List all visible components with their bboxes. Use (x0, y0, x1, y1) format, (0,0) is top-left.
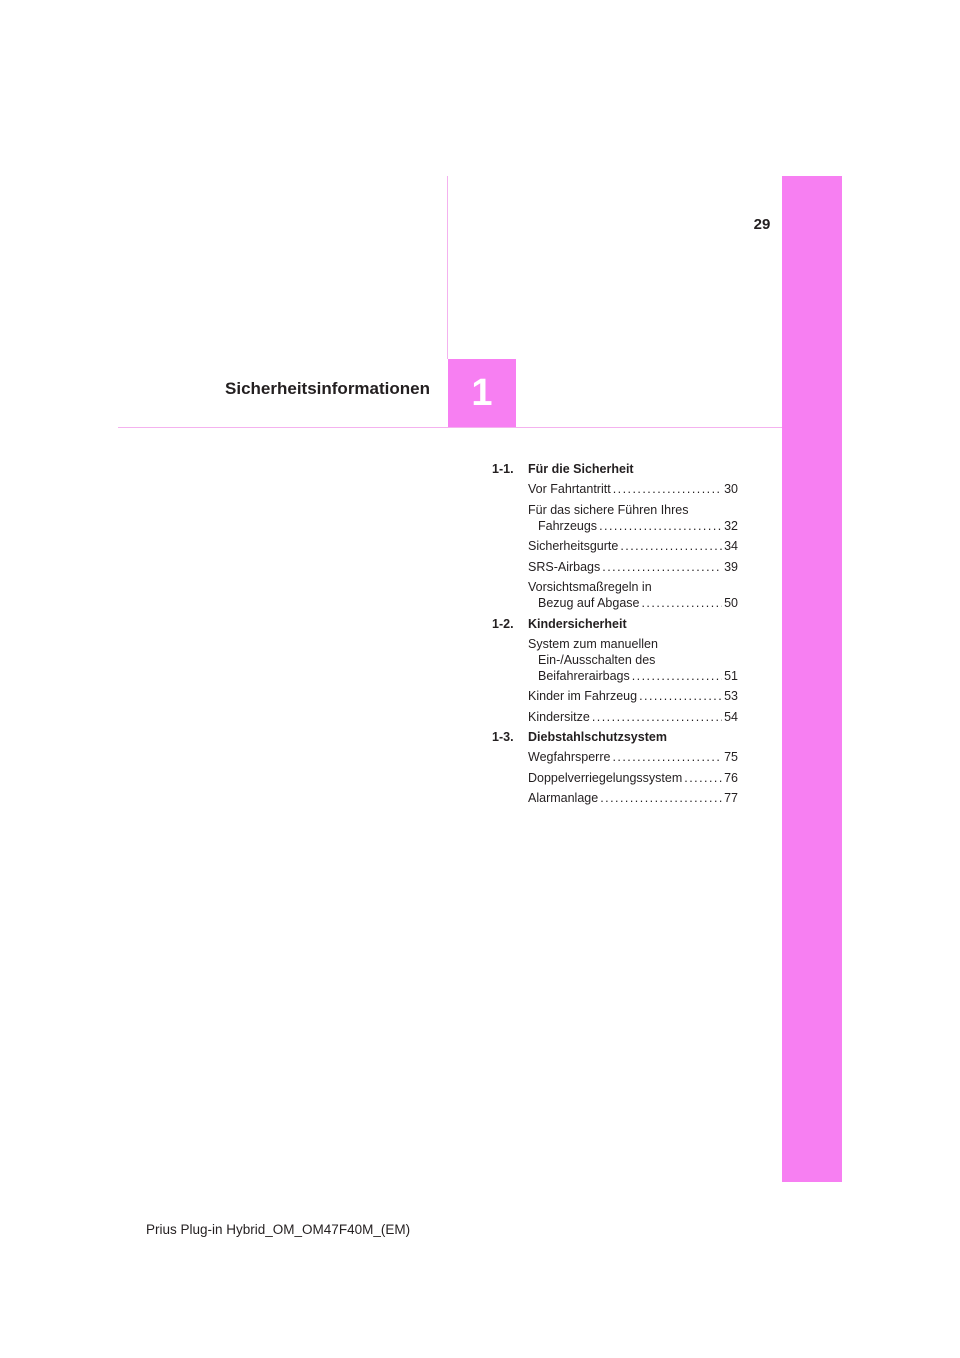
toc-entry-page: 76 (724, 770, 738, 785)
toc-dot-leader (641, 595, 722, 611)
toc-dot-leader (632, 668, 722, 684)
toc-entry-text: Doppelverriegelungssystem (528, 770, 683, 785)
toc-entry-page: 30 (724, 482, 738, 496)
toc-entry[interactable] (528, 579, 738, 611)
toc-entry-text: SRS-Airbags (528, 559, 601, 574)
toc-entry[interactable] (528, 709, 738, 725)
toc-dot-leader (620, 538, 722, 554)
chapter-side-tab (782, 176, 842, 1182)
toc-entry-page: 39 (724, 559, 738, 574)
page-number: 29 (753, 216, 771, 233)
toc-dot-leader (602, 559, 722, 575)
toc-dot-leader (592, 709, 722, 725)
toc-dot-leader (684, 770, 722, 786)
toc-entry-row (528, 749, 738, 765)
toc-entry[interactable] (528, 790, 738, 806)
toc-section-title: Für die Sicherheit (528, 462, 634, 476)
toc-section-number: 1-3. (492, 730, 514, 744)
toc-section (492, 729, 738, 806)
toc-entry-page: 50 (724, 596, 738, 610)
toc-entry-row (528, 688, 738, 704)
toc-entry-page: 34 (724, 539, 738, 553)
toc-section-title: Diebstahlschutzsystem (528, 730, 667, 744)
toc-entry-row (528, 790, 738, 806)
toc-entry-row (528, 668, 738, 684)
toc-entry[interactable] (528, 749, 738, 765)
toc-section-heading (492, 616, 738, 632)
toc-entry[interactable] (528, 502, 738, 534)
toc-entry-row (528, 595, 738, 611)
toc-section-title: Kindersicherheit (528, 616, 627, 631)
toc-entry[interactable] (528, 688, 738, 704)
toc-dot-leader (599, 518, 722, 534)
toc-entry-row (528, 481, 738, 497)
toc-entry-text: Bezug auf Abgase (538, 596, 640, 610)
toc-entry-text: Ein-/Ausschalten des (538, 652, 656, 667)
toc-entry[interactable] (528, 636, 738, 684)
toc-entry[interactable] (528, 538, 738, 554)
toc-entry-row (528, 559, 738, 575)
toc-entry-text: Vorsichtsmaßregeln in (528, 580, 652, 594)
toc-section-number: 1-2. (492, 616, 514, 631)
chapter-number: 1 (471, 371, 493, 414)
toc-entry-row (528, 538, 738, 554)
toc-entry-text: System zum manuellen (528, 636, 658, 651)
toc-entry-text: Kinder im Fahrzeug (528, 689, 638, 703)
toc-section-heading (492, 729, 738, 745)
toc-entry-page: 77 (724, 791, 738, 805)
vertical-rule (447, 176, 448, 359)
toc-section (492, 461, 738, 611)
toc-entry-page: 51 (724, 668, 738, 683)
toc-dot-leader (600, 790, 722, 806)
toc-section-number: 1-1. (492, 462, 514, 476)
toc-entry-page: 53 (724, 689, 738, 703)
toc-dot-leader (639, 688, 722, 704)
toc-entry[interactable] (528, 481, 738, 497)
toc-entry-text: Sicherheitsgurte (528, 539, 619, 553)
toc-section-heading (492, 461, 738, 477)
chapter-number-box (448, 359, 516, 427)
toc-section (492, 616, 738, 725)
toc-entry-row (528, 770, 738, 786)
table-of-contents (492, 461, 738, 811)
toc-dot-leader (612, 749, 722, 765)
toc-entry-page: 75 (724, 750, 738, 764)
toc-entry-text: Kindersitze (528, 709, 590, 724)
toc-entry-text: Vor Fahrtantritt (528, 482, 611, 496)
horizontal-rule (118, 427, 782, 428)
toc-entry[interactable] (528, 770, 738, 786)
toc-entry-text: Alarmanlage (528, 791, 599, 805)
toc-entry-page: 54 (724, 709, 738, 724)
toc-entry-text: Fahrzeugs (538, 518, 598, 533)
toc-entry-text: Für das sichere Führen Ihres (528, 502, 689, 517)
toc-entry[interactable] (528, 559, 738, 575)
toc-entry-row (528, 709, 738, 725)
chapter-title: Sicherheitsinformationen (225, 379, 430, 398)
toc-entry-page: 32 (724, 518, 738, 533)
toc-entry-text: Beifahrerairbags (538, 668, 630, 683)
toc-dot-leader (613, 481, 722, 497)
toc-entry-text: Wegfahrsperre (528, 750, 611, 764)
toc-entry-row (528, 518, 738, 534)
footer-document-id: Prius Plug-in Hybrid_OM_OM47F40M_(EM) (146, 1222, 411, 1237)
